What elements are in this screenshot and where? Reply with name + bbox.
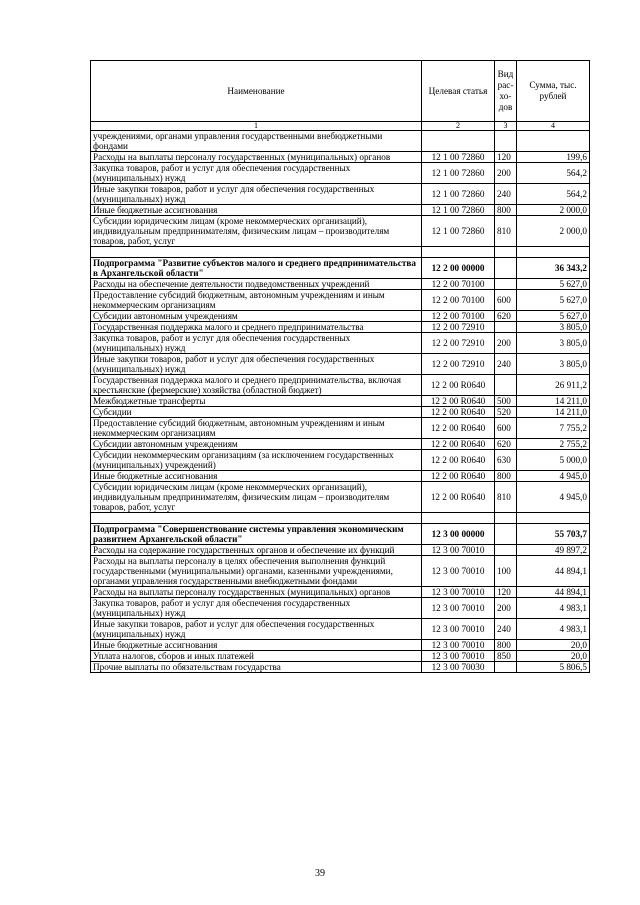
cell-target-article: 12 1 00 72860 bbox=[422, 184, 495, 205]
cell-name: Субсидии bbox=[91, 407, 422, 418]
cell-name bbox=[91, 513, 422, 524]
cell-expense-type: 600 bbox=[495, 290, 517, 311]
cell-sum: 20,0 bbox=[517, 640, 590, 651]
table-row bbox=[91, 556, 590, 587]
page-number: 39 bbox=[315, 868, 325, 879]
table-row bbox=[91, 333, 590, 354]
cell-target-article: 12 1 00 72860 bbox=[422, 163, 495, 184]
budget-table bbox=[90, 60, 590, 673]
cell-name: Подпрограмма "Совершенствование системы управления экономическим развитием Архангельской области" bbox=[91, 524, 422, 545]
table-row bbox=[91, 482, 590, 513]
cell-expense-type bbox=[495, 662, 517, 673]
cell-name: учреждениями, органами управления государственными внебюджетными фондами bbox=[91, 131, 422, 152]
table-row bbox=[91, 184, 590, 205]
cell-name: Иные закупки товаров, работ и услуг для обеспечения государственных (муниципальных) нужд bbox=[91, 354, 422, 375]
cell-sum: 564,2 bbox=[517, 184, 590, 205]
table-row bbox=[91, 290, 590, 311]
cell-sum: 3 805,0 bbox=[517, 322, 590, 333]
cell-expense-type: 200 bbox=[495, 163, 517, 184]
cell-target-article: 12 3 00 70010 bbox=[422, 587, 495, 598]
cell-target-article: 12 2 00 70100 bbox=[422, 290, 495, 311]
cell-sum: 2 755,2 bbox=[517, 439, 590, 450]
cell-expense-type bbox=[495, 247, 517, 258]
header-sum: Сумма, тыс. рублей bbox=[517, 61, 590, 122]
cell-expense-type: 850 bbox=[495, 651, 517, 662]
table-body bbox=[91, 131, 590, 673]
cell-sum: 36 343,2 bbox=[517, 258, 590, 279]
cell-name: Государственная поддержка малого и среднего предпринимательства bbox=[91, 322, 422, 333]
table-row bbox=[91, 418, 590, 439]
column-number: 4 bbox=[517, 122, 590, 131]
cell-expense-type: 200 bbox=[495, 598, 517, 619]
cell-sum: 26 911,2 bbox=[517, 375, 590, 396]
cell-name: Государственная поддержка малого и среднего предпринимательства, включая крестьянские (фермерские) хозяйства (областной бюджет) bbox=[91, 375, 422, 396]
cell-sum: 14 211,0 bbox=[517, 407, 590, 418]
cell-name bbox=[91, 247, 422, 258]
cell-target-article: 12 2 00 72910 bbox=[422, 333, 495, 354]
column-number: 2 bbox=[422, 122, 495, 131]
cell-expense-type: 120 bbox=[495, 587, 517, 598]
cell-expense-type bbox=[495, 279, 517, 290]
cell-name: Иные закупки товаров, работ и услуг для обеспечения государственных (муниципальных) нужд bbox=[91, 619, 422, 640]
cell-expense-type: 620 bbox=[495, 439, 517, 450]
cell-target-article: 12 2 00 R0640 bbox=[422, 375, 495, 396]
cell-name: Иные бюджетные ассигнования bbox=[91, 205, 422, 216]
cell-target-article: 12 2 00 R0640 bbox=[422, 450, 495, 471]
cell-sum bbox=[517, 131, 590, 152]
cell-expense-type: 800 bbox=[495, 205, 517, 216]
cell-name: Закупка товаров, работ и услуг для обеспечения государственных (муниципальных) нужд bbox=[91, 163, 422, 184]
cell-expense-type: 200 bbox=[495, 333, 517, 354]
cell-name: Закупка товаров, работ и услуг для обеспечения государственных (муниципальных) нужд bbox=[91, 333, 422, 354]
cell-sum: 4 983,1 bbox=[517, 598, 590, 619]
cell-name: Подпрограмма "Развитие субъектов малого и среднего предпринимательства в Архангельской области" bbox=[91, 258, 422, 279]
cell-target-article: 12 3 00 70010 bbox=[422, 651, 495, 662]
cell-expense-type: 240 bbox=[495, 619, 517, 640]
cell-name: Прочие выплаты по обязательствам государства bbox=[91, 662, 422, 673]
table-row bbox=[91, 407, 590, 418]
cell-target-article: 12 3 00 70010 bbox=[422, 556, 495, 587]
table-row bbox=[91, 311, 590, 322]
cell-name: Межбюджетные трансферты bbox=[91, 396, 422, 407]
cell-sum: 199,6 bbox=[517, 152, 590, 163]
subprogram-row bbox=[91, 258, 590, 279]
cell-sum: 564,2 bbox=[517, 163, 590, 184]
cell-sum: 49 897,2 bbox=[517, 545, 590, 556]
cell-expense-type bbox=[495, 322, 517, 333]
cell-expense-type bbox=[495, 524, 517, 545]
cell-sum: 4 945,0 bbox=[517, 482, 590, 513]
table-row bbox=[91, 651, 590, 662]
cell-target-article: 12 1 00 72860 bbox=[422, 152, 495, 163]
cell-expense-type bbox=[495, 513, 517, 524]
header-name: Наименование bbox=[91, 61, 422, 122]
cell-target-article: 12 2 00 R0640 bbox=[422, 396, 495, 407]
table-row bbox=[91, 131, 590, 152]
header-expense-type: Вид рас- хо- дов bbox=[495, 61, 517, 122]
cell-sum: 44 894,1 bbox=[517, 587, 590, 598]
cell-expense-type: 600 bbox=[495, 418, 517, 439]
cell-sum bbox=[517, 513, 590, 524]
table-row bbox=[91, 450, 590, 471]
table-row bbox=[91, 152, 590, 163]
cell-expense-type bbox=[495, 375, 517, 396]
table-row bbox=[91, 587, 590, 598]
cell-name: Уплата налогов, сборов и иных платежей bbox=[91, 651, 422, 662]
cell-sum: 5 000,0 bbox=[517, 450, 590, 471]
table-row bbox=[91, 640, 590, 651]
table-row bbox=[91, 216, 590, 247]
cell-expense-type: 520 bbox=[495, 407, 517, 418]
cell-name: Иные бюджетные ассигнования bbox=[91, 640, 422, 651]
table-row bbox=[91, 205, 590, 216]
cell-target-article: 12 2 00 00000 bbox=[422, 258, 495, 279]
cell-sum: 55 703,7 bbox=[517, 524, 590, 545]
table-row bbox=[91, 619, 590, 640]
cell-target-article: 12 1 00 72860 bbox=[422, 216, 495, 247]
cell-target-article: 12 3 00 70010 bbox=[422, 640, 495, 651]
cell-sum: 4 945,0 bbox=[517, 471, 590, 482]
cell-sum: 44 894,1 bbox=[517, 556, 590, 587]
cell-target-article: 12 2 00 72910 bbox=[422, 354, 495, 375]
cell-target-article: 12 3 00 70010 bbox=[422, 545, 495, 556]
cell-name: Субсидии юридическим лицам (кроме некоммерческих организаций), индивидуальным предпринимателям, физическим лицам – производителям товаров, работ, услуг bbox=[91, 482, 422, 513]
column-number: 3 bbox=[495, 122, 517, 131]
cell-sum: 2 000,0 bbox=[517, 216, 590, 247]
table-row bbox=[91, 471, 590, 482]
table-row bbox=[91, 662, 590, 673]
cell-name: Субсидии юридическим лицам (кроме некоммерческих организаций), индивидуальным предпринимателям, физическим лицам – производителям товаров, работ, услуг bbox=[91, 216, 422, 247]
cell-target-article: 12 3 00 70030 bbox=[422, 662, 495, 673]
cell-name: Расходы на выплаты персоналу в целях обеспечения выполнения функций государственными (муниципальными) органами, казенными учреждениями, органами управления государственными внебюджетными фондами bbox=[91, 556, 422, 587]
cell-expense-type: 800 bbox=[495, 471, 517, 482]
cell-sum: 2 000,0 bbox=[517, 205, 590, 216]
cell-sum: 5 627,0 bbox=[517, 311, 590, 322]
cell-target-article: 12 2 00 R0640 bbox=[422, 418, 495, 439]
cell-expense-type bbox=[495, 258, 517, 279]
column-number-row bbox=[91, 122, 590, 131]
cell-target-article: 12 2 00 R0640 bbox=[422, 439, 495, 450]
cell-name: Предоставление субсидий бюджетным, автономным учреждениям и иным некоммерческим организациям bbox=[91, 418, 422, 439]
cell-sum: 4 983,1 bbox=[517, 619, 590, 640]
cell-expense-type: 620 bbox=[495, 311, 517, 322]
table-row bbox=[91, 545, 590, 556]
table-row bbox=[91, 439, 590, 450]
cell-sum: 5 627,0 bbox=[517, 279, 590, 290]
cell-expense-type: 810 bbox=[495, 482, 517, 513]
cell-sum: 7 755,2 bbox=[517, 418, 590, 439]
cell-target-article: 12 3 00 70010 bbox=[422, 598, 495, 619]
cell-name: Расходы на выплаты персоналу государственных (муниципальных) органов bbox=[91, 587, 422, 598]
cell-expense-type bbox=[495, 131, 517, 152]
cell-expense-type bbox=[495, 545, 517, 556]
cell-name: Расходы на содержание государственных органов и обеспечение их функций bbox=[91, 545, 422, 556]
cell-sum: 20,0 bbox=[517, 651, 590, 662]
cell-sum: 5 627,0 bbox=[517, 290, 590, 311]
cell-name: Субсидии некоммерческим организациям (за исключением государственных (муниципальных) учреждений) bbox=[91, 450, 422, 471]
cell-sum: 5 806,5 bbox=[517, 662, 590, 673]
cell-target-article: 12 1 00 72860 bbox=[422, 205, 495, 216]
cell-target-article bbox=[422, 131, 495, 152]
table-row bbox=[91, 279, 590, 290]
table-row bbox=[91, 163, 590, 184]
column-number: 1 bbox=[91, 122, 422, 131]
cell-name: Субсидии автономным учреждениям bbox=[91, 439, 422, 450]
spacer-row bbox=[91, 247, 590, 258]
cell-target-article bbox=[422, 247, 495, 258]
cell-target-article: 12 3 00 00000 bbox=[422, 524, 495, 545]
table-row bbox=[91, 598, 590, 619]
cell-expense-type: 120 bbox=[495, 152, 517, 163]
cell-name: Расходы на выплаты персоналу государственных (муниципальных) органов bbox=[91, 152, 422, 163]
cell-target-article: 12 2 00 R0640 bbox=[422, 482, 495, 513]
cell-target-article: 12 2 00 72910 bbox=[422, 322, 495, 333]
cell-target-article: 12 2 00 70100 bbox=[422, 311, 495, 322]
cell-expense-type: 810 bbox=[495, 216, 517, 247]
subprogram-row bbox=[91, 524, 590, 545]
header-target-article: Целевая статья bbox=[422, 61, 495, 122]
cell-expense-type: 240 bbox=[495, 354, 517, 375]
table-header-row bbox=[91, 61, 590, 122]
cell-expense-type: 500 bbox=[495, 396, 517, 407]
cell-target-article bbox=[422, 513, 495, 524]
cell-target-article: 12 2 00 70100 bbox=[422, 279, 495, 290]
cell-expense-type: 100 bbox=[495, 556, 517, 587]
cell-name: Иные бюджетные ассигнования bbox=[91, 471, 422, 482]
cell-name: Расходы на обеспечение деятельности подведомственных учреждений bbox=[91, 279, 422, 290]
cell-name: Предоставление субсидий бюджетным, автономным учреждениям и иным некоммерческим организациям bbox=[91, 290, 422, 311]
table-row bbox=[91, 322, 590, 333]
cell-expense-type: 800 bbox=[495, 640, 517, 651]
spacer-row bbox=[91, 513, 590, 524]
cell-sum bbox=[517, 247, 590, 258]
table-row bbox=[91, 396, 590, 407]
cell-sum: 14 211,0 bbox=[517, 396, 590, 407]
cell-sum: 3 805,0 bbox=[517, 354, 590, 375]
cell-target-article: 12 2 00 R0640 bbox=[422, 407, 495, 418]
cell-expense-type: 630 bbox=[495, 450, 517, 471]
cell-name: Закупка товаров, работ и услуг для обеспечения государственных (муниципальных) нужд bbox=[91, 598, 422, 619]
cell-name: Субсидии автономным учреждениям bbox=[91, 311, 422, 322]
table-row bbox=[91, 354, 590, 375]
cell-name: Иные закупки товаров, работ и услуг для обеспечения государственных (муниципальных) нужд bbox=[91, 184, 422, 205]
cell-expense-type: 240 bbox=[495, 184, 517, 205]
cell-target-article: 12 3 00 70010 bbox=[422, 619, 495, 640]
table-row bbox=[91, 375, 590, 396]
cell-sum: 3 805,0 bbox=[517, 333, 590, 354]
cell-target-article: 12 2 00 R0640 bbox=[422, 471, 495, 482]
